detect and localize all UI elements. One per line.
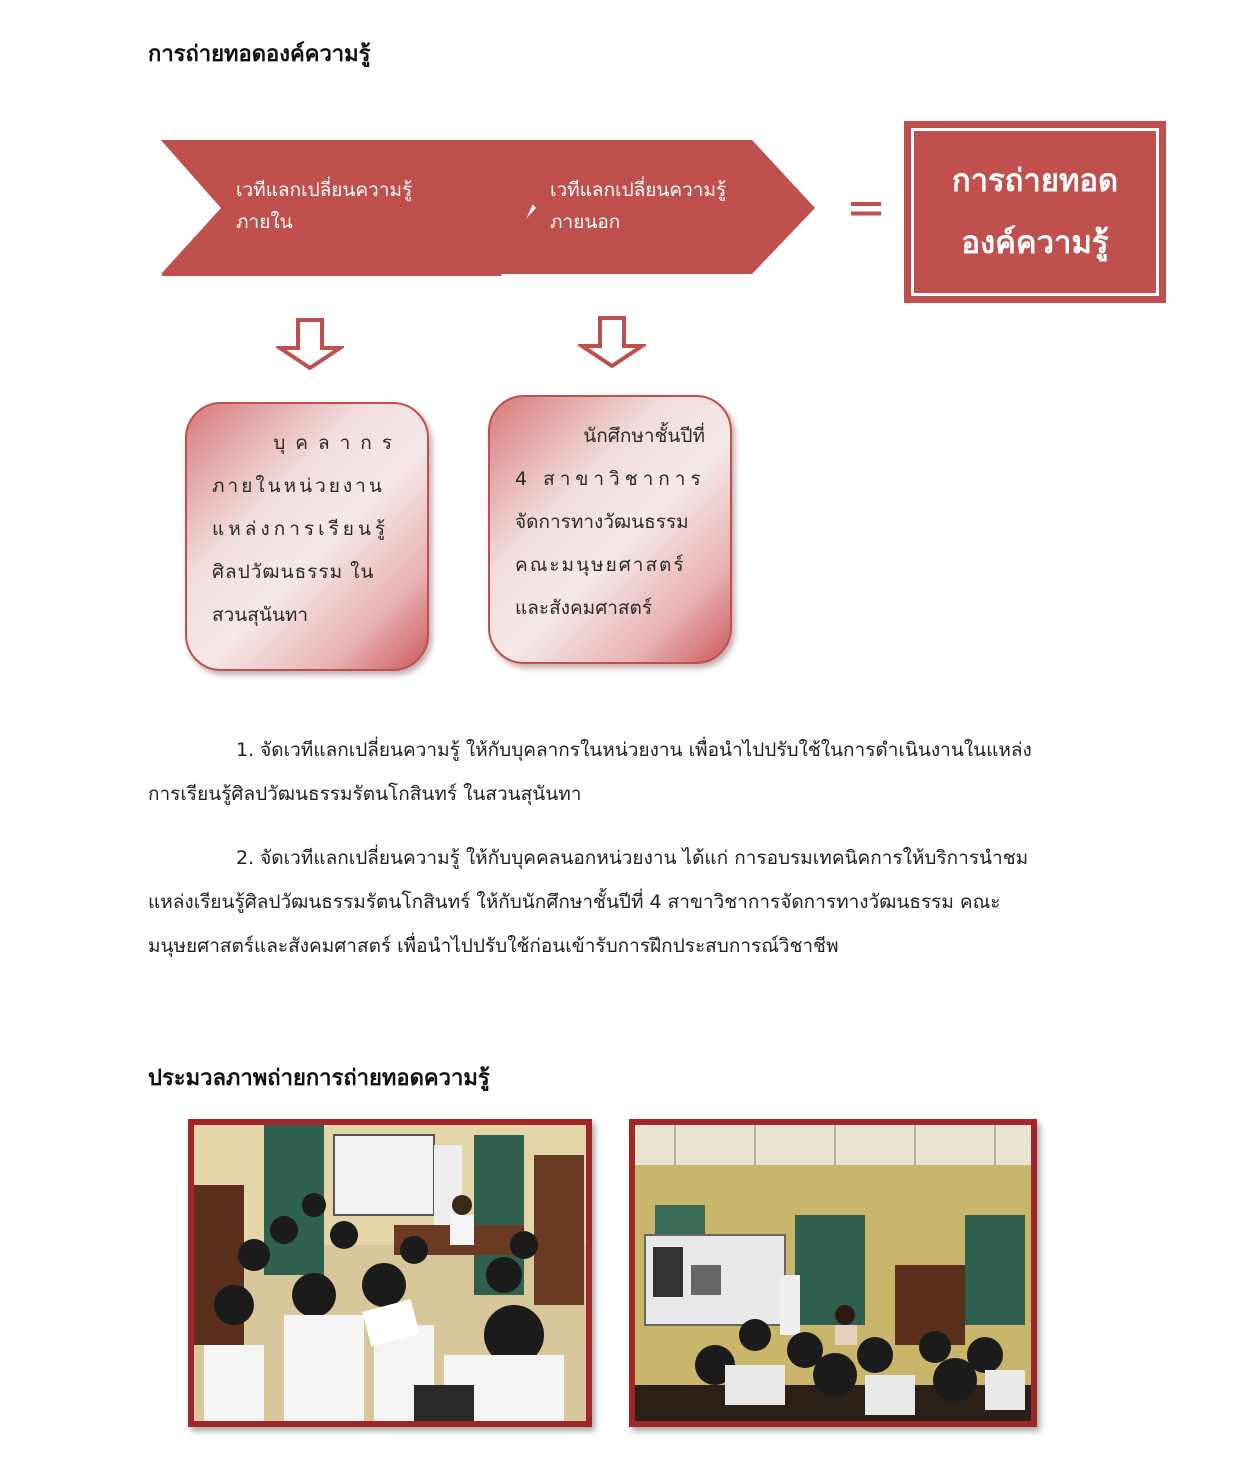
photo-1 — [194, 1125, 586, 1421]
photo-1-image — [194, 1125, 586, 1421]
paragraph-2 — [148, 836, 1090, 968]
photo-frame-1 — [188, 1119, 592, 1427]
paragraph-1 — [148, 728, 1090, 816]
photo-2 — [635, 1125, 1031, 1421]
result-line1: การถ่ายทอด — [951, 163, 1119, 199]
paragraph-1-line1: 1. จัดเวทีแลกเปลี่ยนความรู้ ให้กับบุคลากรในหน่วยงาน เพื่อนำไปปรับใช้ในการดำเนินงานในแหล่ง — [236, 739, 1032, 761]
box-internal-line5: สวนสุนันทา — [212, 604, 309, 626]
box-external — [488, 395, 732, 664]
photo-frame-2 — [629, 1119, 1037, 1427]
box-external-line2: 4 สาขาวิชาการ — [515, 468, 706, 490]
down-arrow-icon — [276, 318, 344, 370]
photo-2-image — [635, 1125, 1031, 1421]
equals-sign: = — [846, 180, 887, 236]
box-external-line5: และสังคมศาสตร์ — [515, 597, 653, 619]
chevron-internal-line2: ภายใน — [236, 211, 293, 233]
down-arrow-icon — [578, 316, 646, 368]
paragraph-1-line2: การเรียนรู้ศิลปวัฒนธรรมรัตนโกสินทร์ ในสวนสุนันทา — [148, 783, 582, 805]
box-internal-line4: ศิลปวัฒนธรรม ใน — [212, 561, 375, 583]
chevron-internal — [236, 174, 476, 238]
box-external-line4: คณะมนุษยศาสตร์ — [515, 554, 686, 576]
box-external-line1: นักศึกษาชั้นปีที่ — [583, 425, 705, 447]
chevron-external-line1: เวทีแลกเปลี่ยนความรู้ — [550, 179, 727, 201]
chevron-external — [550, 174, 790, 238]
chevron-external-line2: ภายนอก — [550, 211, 621, 233]
box-external-line3: จัดการทางวัฒนธรรม — [515, 511, 689, 533]
paragraph-2-line2: แหล่งเรียนรู้ศิลปวัฒนธรรมรัตนโกสินทร์ ให้กับนักศึกษาชั้นปีที่ 4 สาขาวิชาการจัดการทางวัฒนธรรม คณะ — [148, 891, 1001, 913]
box-internal-line2: ภายในหน่วยงาน — [212, 475, 385, 497]
result-line2: องค์ความรู้ — [961, 225, 1109, 261]
box-internal-line3: แหล่งการเรียนรู้ — [212, 518, 390, 540]
box-internal — [185, 402, 429, 671]
box-internal-line1: บุคลากร — [273, 432, 402, 454]
paragraph-2-line1: 2. จัดเวทีแลกเปลี่ยนความรู้ ให้กับบุคคลนอกหน่วยงาน ได้แก่ การอบรมเทคนิคการให้บริการนำชม — [236, 847, 1029, 869]
gallery-title: ประมวลภาพถ่ายการถ่ายทอดความรู้ — [148, 1066, 490, 1091]
result-box — [904, 121, 1166, 303]
paragraph-2-line3: มนุษยศาสตร์และสังคมศาสตร์ เพื่อนำไปปรับใช้ก่อนเข้ารับการฝึกประสบการณ์วิชาชีพ — [148, 935, 839, 957]
section-title: การถ่ายทอดองค์ความรู้ — [148, 42, 371, 67]
chevron-internal-line1: เวทีแลกเปลี่ยนความรู้ — [236, 179, 413, 201]
